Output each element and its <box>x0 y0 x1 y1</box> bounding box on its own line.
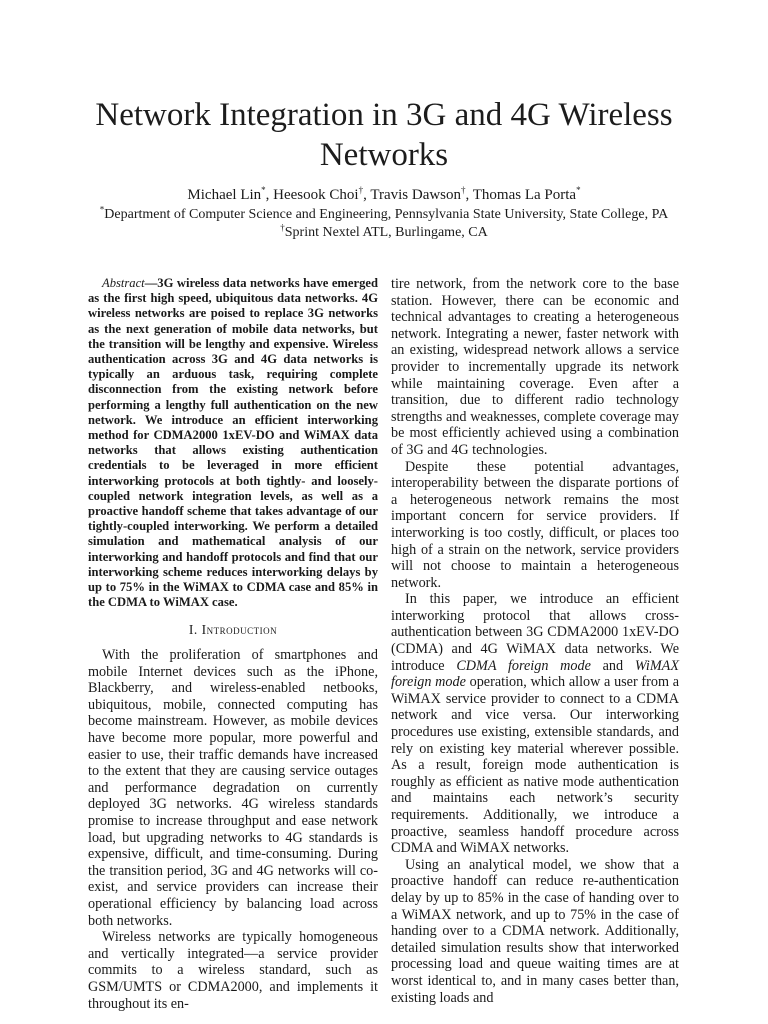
author-mark: * <box>576 185 581 195</box>
author-name: Thomas La Porta <box>472 187 577 203</box>
author-name: Michael Lin <box>187 187 262 203</box>
abstract <box>88 276 378 610</box>
author-name: Travis Dawson <box>370 187 462 203</box>
affiliation-mark: * <box>99 204 105 215</box>
paragraph-text: and <box>590 657 635 674</box>
affiliation-text: Sprint Nextel ATL, Burlingame, CA <box>284 225 488 240</box>
author-name: Heesook Choi <box>273 187 359 203</box>
affiliation-text: Department of Computer Science and Engineering, Pennsylvania State University, State College, PA <box>104 207 669 222</box>
affiliation-2 <box>40 224 728 242</box>
right-column <box>391 276 679 1006</box>
paper-title: Network Integration in 3G and 4G Wireless Networks <box>95 97 673 173</box>
author-mark: † <box>358 185 364 195</box>
affiliation-mark: † <box>280 222 285 233</box>
paragraph-text: operation, which allow a user from a WiMAX service provider to connect to a CDMA network and vice versa. Our interworking procedures use existing, extensible standards, and rely on existing key material wherever possible. As a result, foreign mode authentication is roughly as efficient as native mode authentication and maintains each network’s security requirements. Additionally, we introduce a proactive, seamless handoff procedure across CDMA and WiMAX networks. <box>391 674 679 857</box>
affiliation-1 <box>40 206 728 224</box>
abstract-lead: Abstract <box>102 276 145 290</box>
emphasis-cdma-foreign-mode: CDMA foreign mode <box>456 657 591 674</box>
author-mark: † <box>461 185 466 195</box>
emphasis-wimax-foreign-mode: WiMAX foreign mode <box>391 657 679 691</box>
intro-paragraph-1: With the proliferation of smartphones and mobile Internet devices such as the iPhone, Blackberry, and wireless-enabled netbooks, ubiquitous, mobile, connected computing has become mainstream. However, as mobile devices have become more popular, more powerful and easier to use, their traffic demands have increased to the extent that they are causing service outages and performance degradation on currently deployed 3G networks. 4G wireless standards promise to increase throughput and ease network load, but upgrading networks to 4G standards is expensive, difficult, and time-consuming. During the transition period, 3G and 4G networks will co-exist, and service providers can increase their operational efficiency by balancing load across both networks. <box>88 647 378 929</box>
intro-paragraph-3: tire network, from the network core to the base station. However, there can be economic and technical advantages to creating a heterogeneous network. Integrating a newer, faster network with an existing, widespread network allows a service provider to incrementally upgrade its network while maintaining coverage. Even after a transition, due to different radio technology strengths and weaknesses, complete coverage may be most efficiently achieved using a combination of 3G and 4G technologies. <box>391 276 679 458</box>
intro-paragraph-4: Despite these potential advantages, interoperability between the disparate portions of a heterogeneous network remains the most important concern for service providers. If interworking is too costly, difficult, or places too high of a strain on the network, service providers will not choose to maintain a heterogeneous network. <box>391 458 679 591</box>
author-mark: * <box>261 185 266 195</box>
section-heading <box>88 622 378 639</box>
paragraph-text: In this paper, we introduce an efficient interworking protocol that allows cross-authentication between 3G CDMA2000 1xEV-DO (CDMA) and 4G WiMAX data networks. We introduce <box>391 591 679 674</box>
abstract-text: —3G wireless data networks have emerged as the first high speed, ubiquitous data networks. 4G wireless networks are poised to replace 3G networks as the next generation of mobile data networks, but the transition will be lengthy and expensive. Wireless authentication across 3G and 4G data networks is typically an arduous task, requiring complete disconnection from the existing network before performing a lengthy full authentication on the new network. We introduce an efficient interworking method for CDMA2000 1xEV-DO and WiMAX data networks that allows existing authentication credentials to be leveraged in more efficient interworking protocols at both tightly- and loosely-coupled network integration levels, as well as a proactive handoff scheme that takes advantage of our tightly-coupled interworking. We perform a detailed simulation and mathematical analysis of our interworking and handoff protocols and find that our interworking scheme reduces interworking delays by up to 75% in the WiMAX to CDMA case and 85% in the CDMA to WiMAX case. <box>88 276 378 610</box>
intro-paragraph-2: Wireless networks are typically homogeneous and vertically integrated—a service provider commits to a wireless standard, such as GSM/UMTS or CDMA2000, and implements it throughout its en- <box>88 929 378 1012</box>
section-number: I. <box>188 622 198 638</box>
intro-paragraph-6: Using an analytical model, we show that a proactive handoff can reduce re-authentication delay by up to 85% in the case of handing over to a WiMAX network, and up to 75% in the case of handing over to a CDMA network. Additionally, detailed simulation results show that interworked processing load and queue waiting times are at worst identical to, and in many cases better than, existing loads and <box>391 856 679 1006</box>
intro-paragraph-5 <box>391 591 679 857</box>
left-column <box>88 276 378 1012</box>
section-title: Introduction <box>201 622 278 638</box>
author-list: Michael Lin*, Heesook Choi†, Travis Dawson†, Thomas La Porta* <box>187 185 581 203</box>
